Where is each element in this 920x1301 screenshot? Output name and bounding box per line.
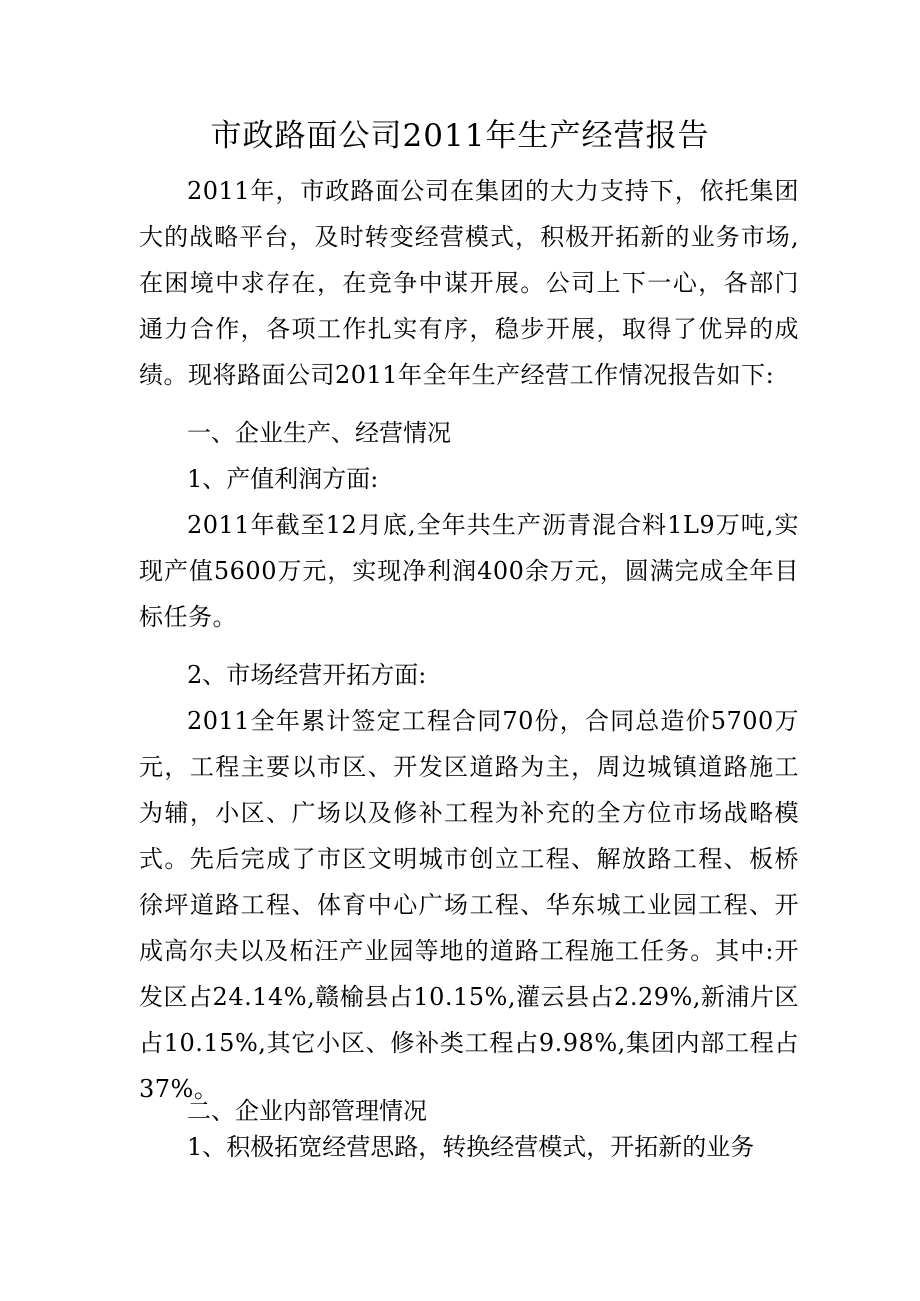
section-1-2-body: 2011全年累计签定工程合同70份，合同总造价5700万元，工程主要以市区、开发区道路为主，周边城镇道路施工为辅，小区、广场以及修补工程为补充的全方位市场战略模式。先后完成了市区文明城市创立工程、解放路工程、板桥徐坪道路工程、体育中心广场工程、华东城工业园工程、开成高尔夫以及柘汪产业园等地的道路工程施工任务。其中:开发区占24.14%,赣榆县占10.15%,灌云县占2.29%,新浦片区占10.15%,其它小区、修补类工程占9.98%,集团内部工程占37%。	[139, 707, 799, 1103]
section-1-1-heading: 1、产值利润方面:	[187, 465, 379, 493]
section-2-1-heading: 1、积极拓宽经营思路，转换经营模式，开拓新的业务	[187, 1133, 755, 1161]
section-1-1-body: 2011年截至12月底,全年共生产沥青混合料1L9万吨,实现产值5600万元，实现净利润400余万元，圆满完成全年目标任务。	[139, 511, 799, 631]
document-title: 市政路面公司2011年生产经营报告	[210, 118, 710, 154]
section-1-2-heading: 2、市场经营开拓方面:	[187, 661, 427, 689]
section-2-heading: 二、企业内部管理情况	[187, 1097, 427, 1125]
section-1-heading: 一、企业生产、经营情况	[187, 419, 451, 447]
intro-paragraph: 2011年，市政路面公司在集团的大力支持下，依托集团大的战略平台，及时转变经营模式，积极开拓新的业务市场,在困境中求存在，在竞争中谋开展。公司上下一心，各部门通力合作，各项工作扎实有序，稳步开展，取得了优异的成绩。现将路面公司2011年全年生产经营工作情况报告如下:	[139, 177, 799, 389]
